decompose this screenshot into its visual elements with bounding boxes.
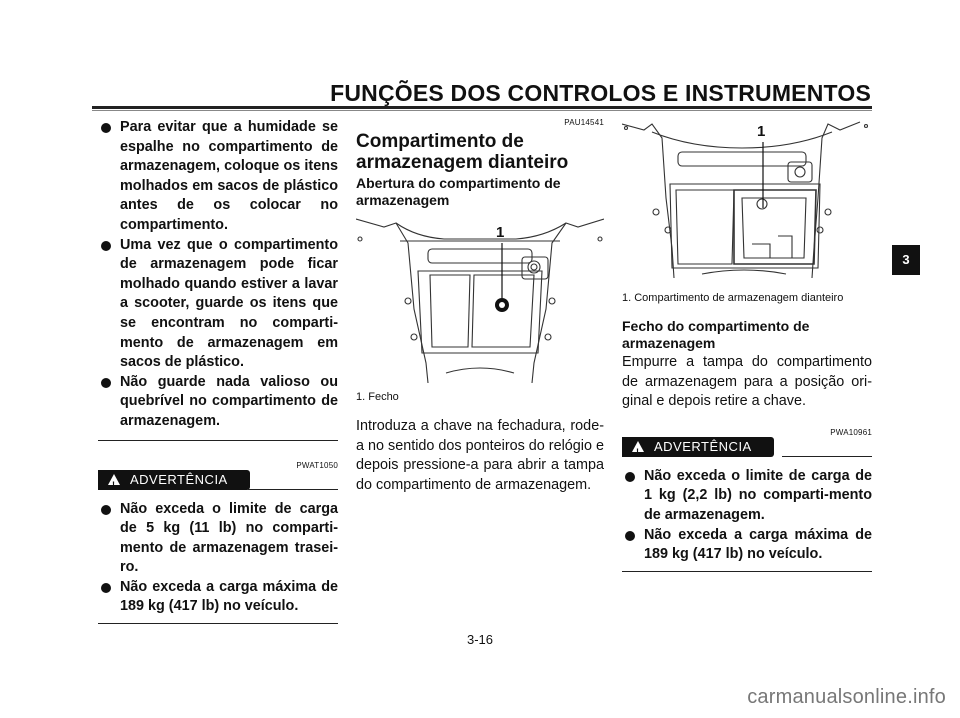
figure-callout: 1 xyxy=(757,123,766,140)
page-header-title: FUNÇÕES DOS CONTROLOS E INSTRUMENTOS xyxy=(330,80,871,106)
figure-caption: 1. Fecho xyxy=(356,391,399,403)
right-column xyxy=(622,118,872,572)
subsection-title: Fecho do compartimento de armazenagem xyxy=(622,318,810,351)
compartment-figure xyxy=(622,118,872,280)
warning-badge xyxy=(98,470,250,490)
bullet-item: Não guarde nada valioso ou quebrível no compartimento de armazenagem. xyxy=(98,373,338,432)
page-number: 3-16 xyxy=(466,632,494,647)
warning-label: ADVERTÊNCIA xyxy=(654,438,752,454)
warning-header xyxy=(622,437,872,467)
body-paragraph: Introduza a chave na fechadura, rode-a no sentido dos ponteiros do relógio e depois pressione-a para abrir a tampa do compartimento de armazenagem. xyxy=(356,418,605,493)
body-paragraph: Empurre a tampa do compartimento de armazenagem para a posição ori-ginal e depois retire a chave. xyxy=(622,354,872,410)
figure-callout: 1 xyxy=(496,224,505,241)
warning-header xyxy=(98,470,338,500)
chapter-tab: 3 xyxy=(892,245,920,275)
bullet-item: Uma vez que o compartimento de armazenagem pode ficar molhado quando estiver a lavar a scooter, guarde os itens que se encontram no comparti-mento de armazenagem em sacos de plástico. xyxy=(98,236,338,373)
warning-bottom-rule xyxy=(98,623,338,624)
warning-header-rule xyxy=(248,489,338,490)
open-compartment-illustration xyxy=(622,118,872,280)
lock-figure xyxy=(356,213,604,385)
humidity-bullet-list xyxy=(98,118,338,432)
left-column xyxy=(98,118,338,624)
bullet-item: Para evitar que a humidade se espalhe no compartimento de armazenagem, coloque os itens molhados em sacos de plástico antes de os colocar no compartimento. xyxy=(98,118,338,236)
section-code: PAU14541 xyxy=(564,118,604,127)
warning-triangle-icon xyxy=(632,441,644,452)
middle-column xyxy=(356,118,604,495)
warning-badge xyxy=(622,437,774,457)
header-rule xyxy=(92,106,872,109)
warning-bullet-item: Não exceda a carga máxima de 189 kg (417 lb) no veículo. xyxy=(98,578,338,617)
watermark: carmanualsonline.info xyxy=(747,686,946,708)
subsection-title: Abertura do compartimento de armazenagem xyxy=(356,175,561,208)
section-title: Compartimento de armazenagem dianteiro xyxy=(356,131,569,173)
warning-bottom-rule xyxy=(622,571,872,572)
warning-bullet-item: Não exceda o limite de carga de 5 kg (11 lb) no comparti-mento de armazenagem trasei-ro. xyxy=(98,500,338,578)
warning-bullet-item: Não exceda a carga máxima de 189 kg (417 lb) no veículo. xyxy=(622,526,872,565)
header-rule-thin xyxy=(92,110,872,111)
warning-bullet-list xyxy=(622,467,872,565)
section-divider xyxy=(98,440,338,441)
warning-code: PWA10961 xyxy=(830,427,872,437)
warning-bullet-item: Não exceda o limite de carga de 1 kg (2,2 lb) no comparti-mento de armazenagem. xyxy=(622,467,872,526)
warning-triangle-icon xyxy=(108,474,120,485)
warning-code: PWAT1050 xyxy=(296,460,338,470)
warning-header-rule xyxy=(782,456,872,457)
scooter-front-panel-illustration xyxy=(356,213,604,385)
figure-caption: 1. Compartimento de armazenagem dianteiro xyxy=(622,292,844,304)
warning-bullet-list xyxy=(98,500,338,618)
warning-label: ADVERTÊNCIA xyxy=(130,471,228,487)
